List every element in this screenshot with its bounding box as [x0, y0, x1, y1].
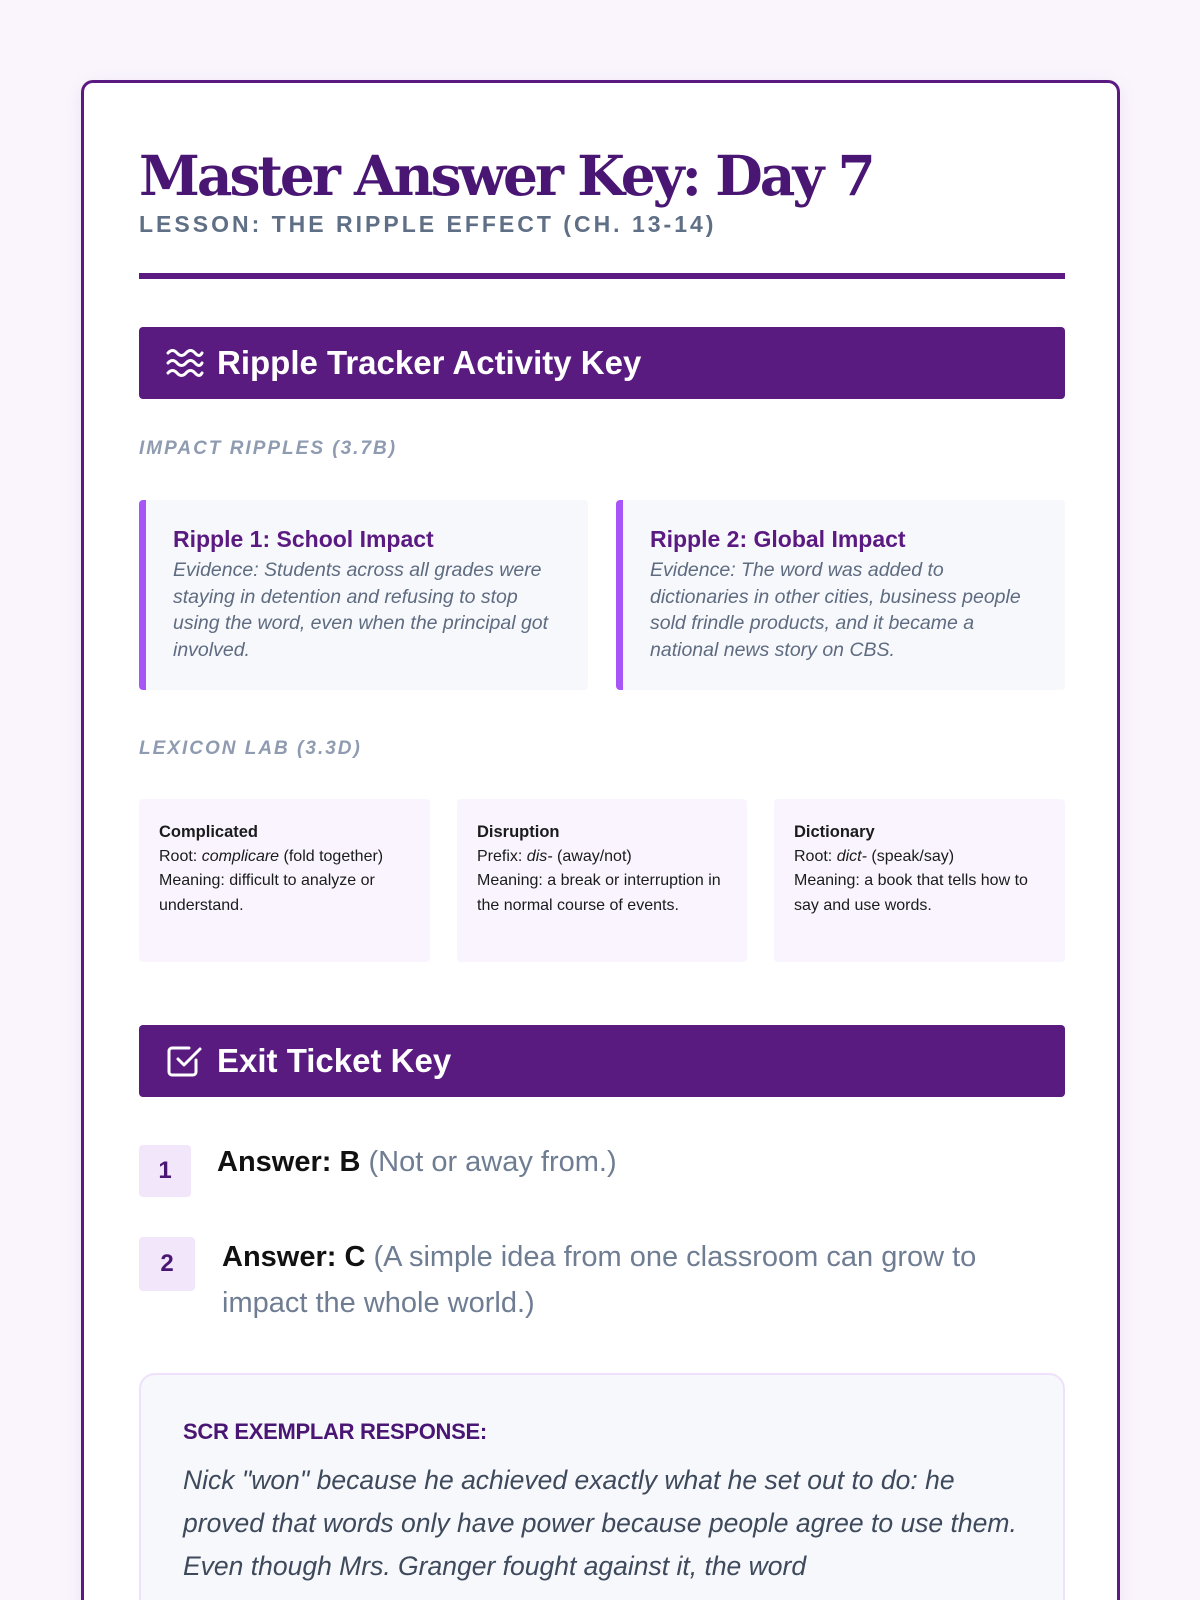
ripple-section-header — [139, 327, 1065, 399]
scr-label: SCR EXEMPLAR RESPONSE: — [183, 1419, 487, 1444]
lexicon-lab-label: LEXICON LAB (3.3D) — [139, 738, 362, 759]
ripple-title: Ripple 2: Global Impact — [650, 526, 906, 552]
lexicon-meaning: Meaning: a book that tells how to say and use words. — [794, 872, 1028, 914]
lexicon-word-part: Prefix: dis- (away/not) — [477, 847, 632, 865]
lexicon-meaning: Meaning: a break or interruption in the normal course of events. — [477, 872, 721, 914]
lexicon-word: Disruption — [477, 823, 560, 841]
lexicon-word-part: Root: complicare (fold together) — [159, 847, 384, 865]
lexicon-card — [139, 799, 430, 962]
lexicon-meaning: Meaning: difficult to analyze or understand. — [159, 872, 375, 914]
ripple-card — [139, 500, 588, 690]
ripple-section-title: Ripple Tracker Activity Key — [217, 344, 642, 381]
scr-response-text: Nick "won" because he achieved exactly what he set out to do: he proved that words only have power because people agree to use them. Even though Mrs. Granger fought against it, the word — [183, 1465, 1017, 1581]
question-number-badge: 1 — [139, 1145, 191, 1197]
waves-icon — [165, 343, 205, 383]
ripple-evidence: Evidence: The word was added to dictionaries in other cities, business people sold frindle products, and it became a national news story on CBS. — [650, 559, 1021, 661]
question-number-badge: 2 — [139, 1237, 195, 1291]
answer-key-card — [81, 80, 1120, 1600]
title-divider — [139, 273, 1065, 279]
exit-ticket-section-title: Exit Ticket Key — [217, 1042, 452, 1079]
answer-choice: Answer: C — [222, 1241, 366, 1273]
page-title: Master Answer Key: Day 7 — [139, 143, 873, 208]
answer-explanation: (A simple idea from one classroom can grow to impact the whole world.) — [222, 1241, 977, 1319]
ripple-card — [616, 500, 1065, 690]
impact-ripples-label: IMPACT RIPPLES (3.7B) — [139, 438, 398, 459]
lesson-subtitle: LESSON: THE RIPPLE EFFECT (CH. 13-14) — [139, 211, 717, 237]
answer-explanation: (Not or away from.) — [368, 1146, 617, 1178]
ripple-title: Ripple 1: School Impact — [173, 526, 434, 552]
scr-exemplar-box — [139, 1373, 1065, 1600]
checkbox-icon — [165, 1041, 205, 1081]
answer-text — [222, 1234, 1065, 1326]
lexicon-card — [457, 799, 747, 962]
lexicon-word-part: Root: dict- (speak/say) — [794, 847, 955, 865]
lexicon-card — [774, 799, 1065, 962]
answer-row — [139, 1237, 1065, 1326]
exit-ticket-section-header — [139, 1025, 1065, 1097]
ripple-evidence: Evidence: Students across all grades were staying in detention and refusing to stop using the word, even when the principal got involved. — [173, 559, 549, 661]
answer-choice: Answer: B — [217, 1146, 361, 1178]
answer-row — [139, 1145, 617, 1197]
lexicon-word: Dictionary — [794, 823, 875, 841]
lexicon-word: Complicated — [159, 823, 259, 841]
answer-text — [217, 1139, 617, 1185]
